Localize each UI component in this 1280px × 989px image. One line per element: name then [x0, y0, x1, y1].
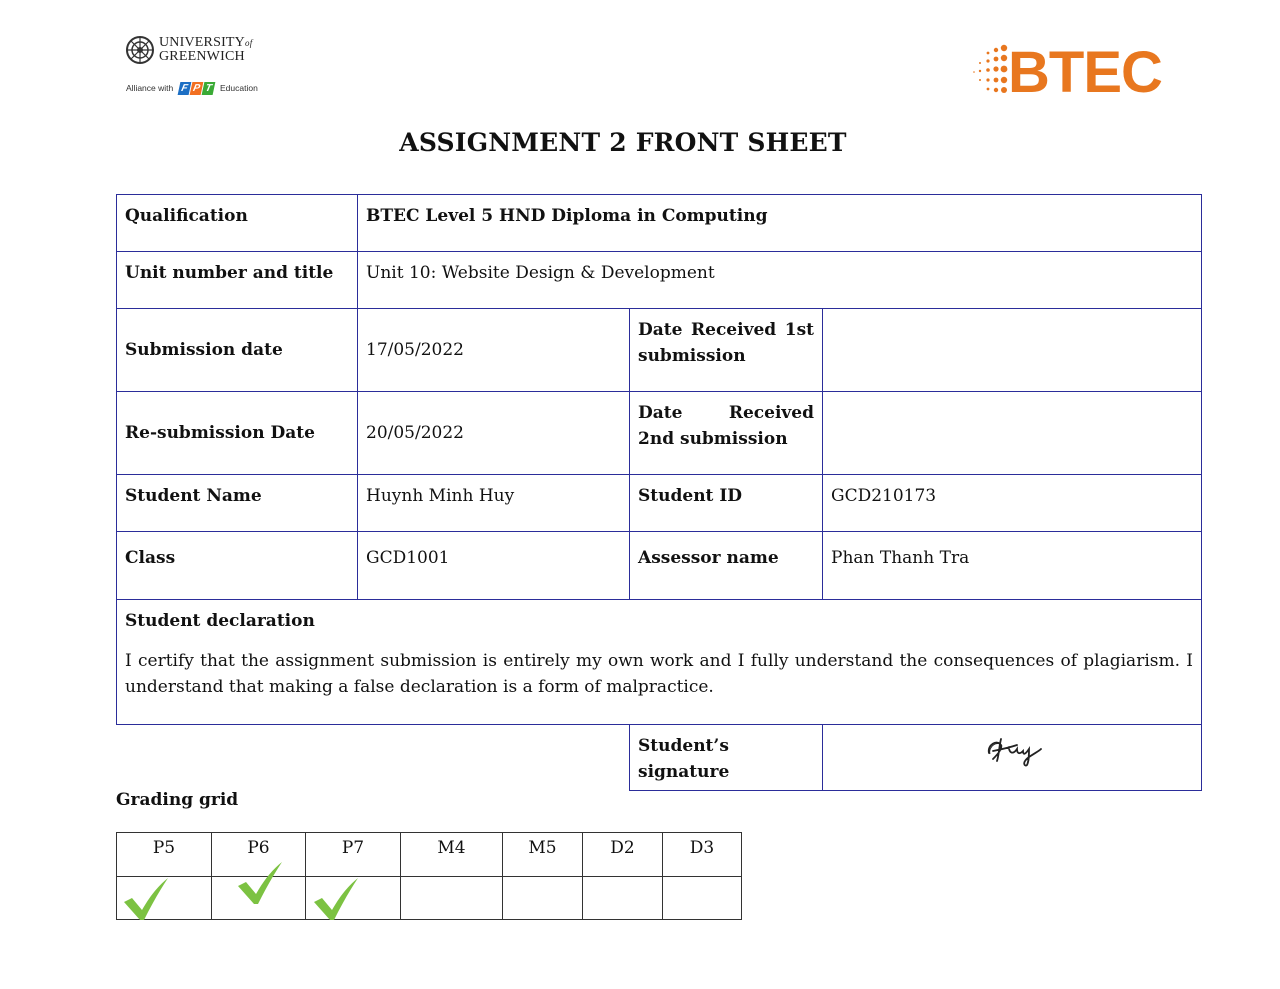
resubmission-date-value — [357, 391, 630, 475]
submission-date-value — [357, 308, 630, 392]
submission-date-value-text: 17/05/2022 — [366, 340, 464, 360]
submission-date-label — [116, 308, 358, 392]
assessor-name-value: Phan Thanh Tra — [822, 531, 1202, 600]
alliance-suffix: Education — [220, 82, 258, 93]
university-name-line1: UNIVERSITY — [159, 35, 245, 50]
fpt-letter-t: T — [201, 82, 215, 95]
fpt-letter-p: P — [189, 82, 203, 95]
grading-result-d3 — [662, 876, 742, 920]
greenwich-crest-icon — [126, 36, 154, 64]
alliance-prefix: Alliance with — [126, 82, 174, 93]
grading-header-m4: M4 — [400, 832, 503, 877]
page-title: ASSIGNMENT 2 FRONT SHEET — [399, 128, 847, 157]
btec-logo — [970, 40, 1170, 104]
date-received-2nd-label: Date Received 2nd submission — [629, 391, 823, 475]
fpt-logo — [179, 82, 215, 95]
alliance-line — [126, 82, 258, 95]
grading-result-d2 — [582, 876, 663, 920]
class-value: GCD1001 — [357, 531, 630, 600]
grading-header-d2: D2 — [582, 832, 663, 877]
resubmission-date-label-text: Re-submission Date — [125, 423, 315, 443]
qualification-value: BTEC Level 5 HND Diploma in Computing — [357, 194, 1202, 252]
university-name-of: of — [245, 38, 253, 48]
class-label: Class — [116, 531, 358, 600]
grading-result-m4 — [400, 876, 503, 920]
student-declaration-label: Student declaration — [125, 611, 315, 631]
fpt-letter-f: F — [177, 82, 191, 95]
student-id-value: GCD210173 — [822, 474, 1202, 532]
student-signature-image — [983, 731, 1047, 767]
resubmission-date-value-text: 20/05/2022 — [366, 423, 464, 443]
date-received-1st-value — [822, 308, 1202, 392]
student-name-value: Huynh Minh Huy — [357, 474, 630, 532]
student-name-label: Student Name — [116, 474, 358, 532]
grading-header-d3: D3 — [662, 832, 742, 877]
student-declaration — [116, 599, 1202, 725]
checkmark-icon-p5 — [122, 876, 172, 922]
student-signature-box — [822, 724, 1202, 791]
unit-label: Unit number and title — [116, 251, 358, 309]
student-signature-label: Student’s signature — [629, 724, 823, 791]
grading-result-m5 — [502, 876, 583, 920]
grading-header-p6: P6 — [211, 832, 306, 877]
university-name-line2: GREENWICH — [159, 49, 245, 64]
assessor-name-label: Assessor name — [629, 531, 823, 600]
checkmark-icon-p7 — [312, 876, 362, 922]
qualification-label: Qualification — [116, 194, 358, 252]
grading-grid-title: Grading grid — [116, 790, 239, 810]
checkmark-icon-p6 — [236, 860, 286, 906]
btec-wordmark: BTEC — [1008, 40, 1162, 105]
btec-dots-icon — [970, 44, 1010, 100]
student-declaration-text: I certify that the assignment submission is entirely my own work and I fully understand the consequences of plagiarism. I understand that making a false declaration is a form of malpractice. — [125, 651, 1193, 697]
student-id-label: Student ID — [629, 474, 823, 532]
date-received-1st-label: Date Received 1st submission — [629, 308, 823, 392]
date-received-2nd-value — [822, 391, 1202, 475]
grading-header-p7: P7 — [305, 832, 401, 877]
university-name — [159, 36, 252, 63]
resubmission-date-label — [116, 391, 358, 475]
unit-value: Unit 10: Website Design & Development — [357, 251, 1202, 309]
grading-header-p5: P5 — [116, 832, 212, 877]
submission-date-label-text: Submission date — [125, 340, 283, 360]
grading-header-m5: M5 — [502, 832, 583, 877]
university-of-greenwich-logo — [126, 34, 266, 104]
